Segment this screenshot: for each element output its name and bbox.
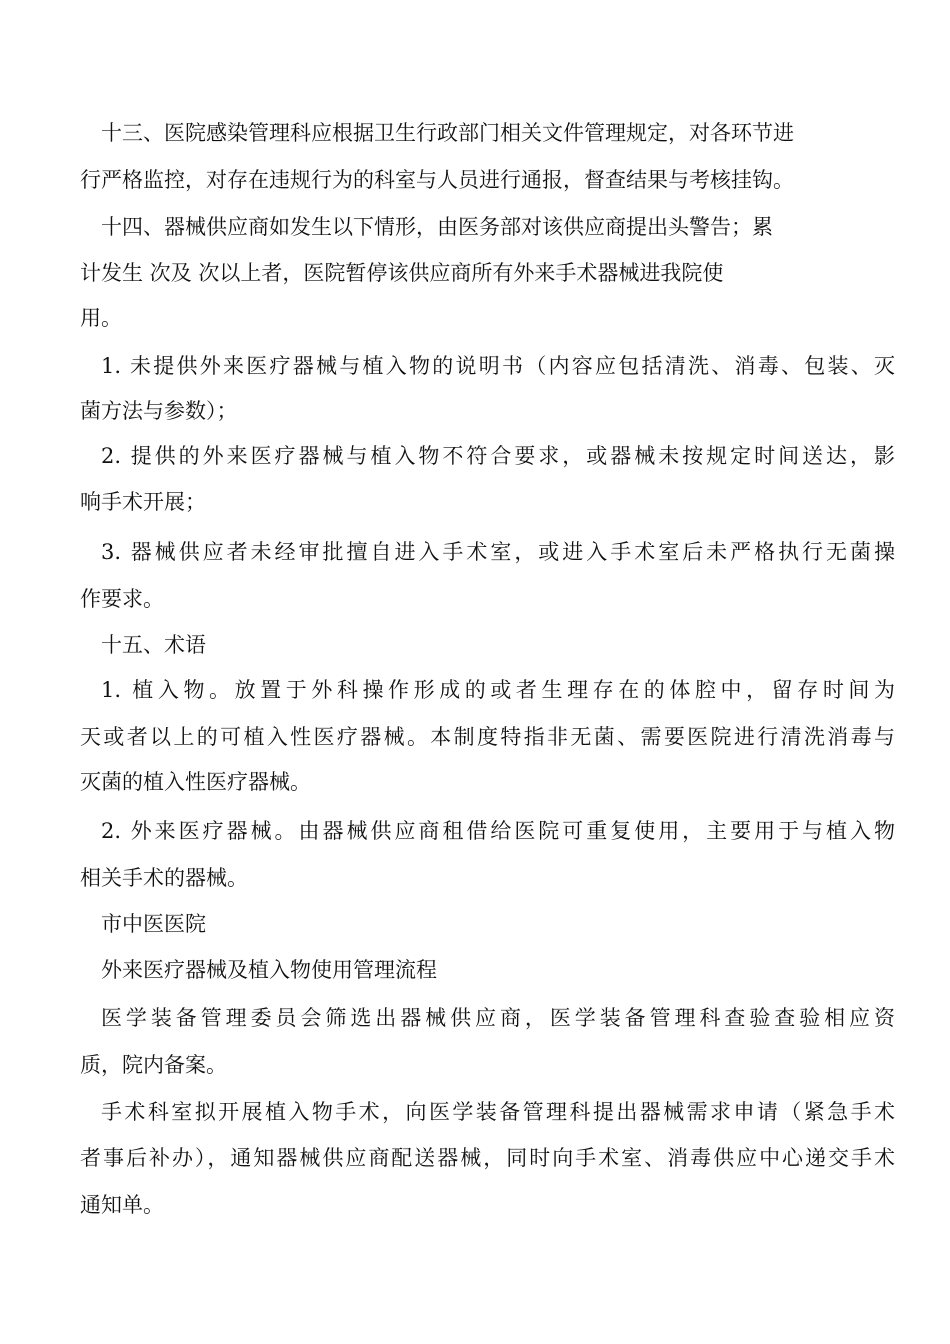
hospital-name: 市中医医院 bbox=[101, 912, 206, 936]
item-1-line-2: 菌方法与参数）； bbox=[80, 399, 238, 423]
term-1-line-3: 灭菌的植入性医疗器械。 bbox=[80, 770, 311, 794]
process-step-2-line-2: 者事后补办），通知器械供应商配送器械，同时向手术室、消毒供应中心递交手术 bbox=[80, 1146, 895, 1170]
term-2-line-2: 相关手术的器械。 bbox=[80, 866, 248, 890]
item-3-line-2: 作要求。 bbox=[80, 587, 164, 611]
term-1-line-2: 天或者以上的可植入性医疗器械。本制度特指非无菌、需要医院进行清洗消毒与 bbox=[80, 725, 895, 749]
term-2-line-1: 2. 外来医疗器械。由器械供应商租借给医院可重复使用，主要用于与植入物 bbox=[101, 819, 895, 843]
section-13-line-2: 行严格监控，对存在违规行为的科室与人员进行通报，督查结果与考核挂钩。 bbox=[80, 168, 794, 192]
item-2-line-1: 2. 提供的外来医疗器械与植入物不符合要求，或器械未按规定时间送达，影 bbox=[101, 444, 895, 468]
section-14-line-2: 计发生 次及 次以上者，医院暂停该供应商所有外来手术器械进我院使 bbox=[80, 261, 724, 285]
process-step-2-line-3: 通知单。 bbox=[80, 1193, 164, 1217]
process-step-1-line-2: 质，院内备案。 bbox=[80, 1053, 227, 1077]
term-1-line-1: 1. 植入物。放置于外科操作形成的或者生理存在的体腔中，留存时间为 bbox=[101, 678, 895, 702]
process-title: 外来医疗器械及植入物使用管理流程 bbox=[101, 958, 437, 982]
section-14-line-1: 十四、器械供应商如发生以下情形，由医务部对该供应商提出头警告；累 bbox=[101, 215, 773, 239]
item-2-line-2: 响手术开展； bbox=[80, 490, 206, 514]
section-13-line-1: 十三、医院感染管理科应根据卫生行政部门相关文件管理规定，对各环节进 bbox=[101, 121, 794, 145]
item-1-line-1: 1. 未提供外来医疗器械与植入物的说明书（内容应包括清洗、消毒、包装、灭 bbox=[101, 354, 895, 378]
item-3-line-1: 3. 器械供应者未经审批擅自进入手术室，或进入手术室后未严格执行无菌操 bbox=[101, 540, 895, 564]
section-15-heading: 十五、术语 bbox=[101, 633, 206, 657]
process-step-2-line-1: 手术科室拟开展植入物手术，向医学装备管理科提出器械需求申请（紧急手术 bbox=[101, 1100, 895, 1124]
process-step-1-line-1: 医学装备管理委员会筛选出器械供应商，医学装备管理科查验查验相应资 bbox=[101, 1006, 895, 1030]
section-14-line-3: 用。 bbox=[80, 306, 122, 330]
